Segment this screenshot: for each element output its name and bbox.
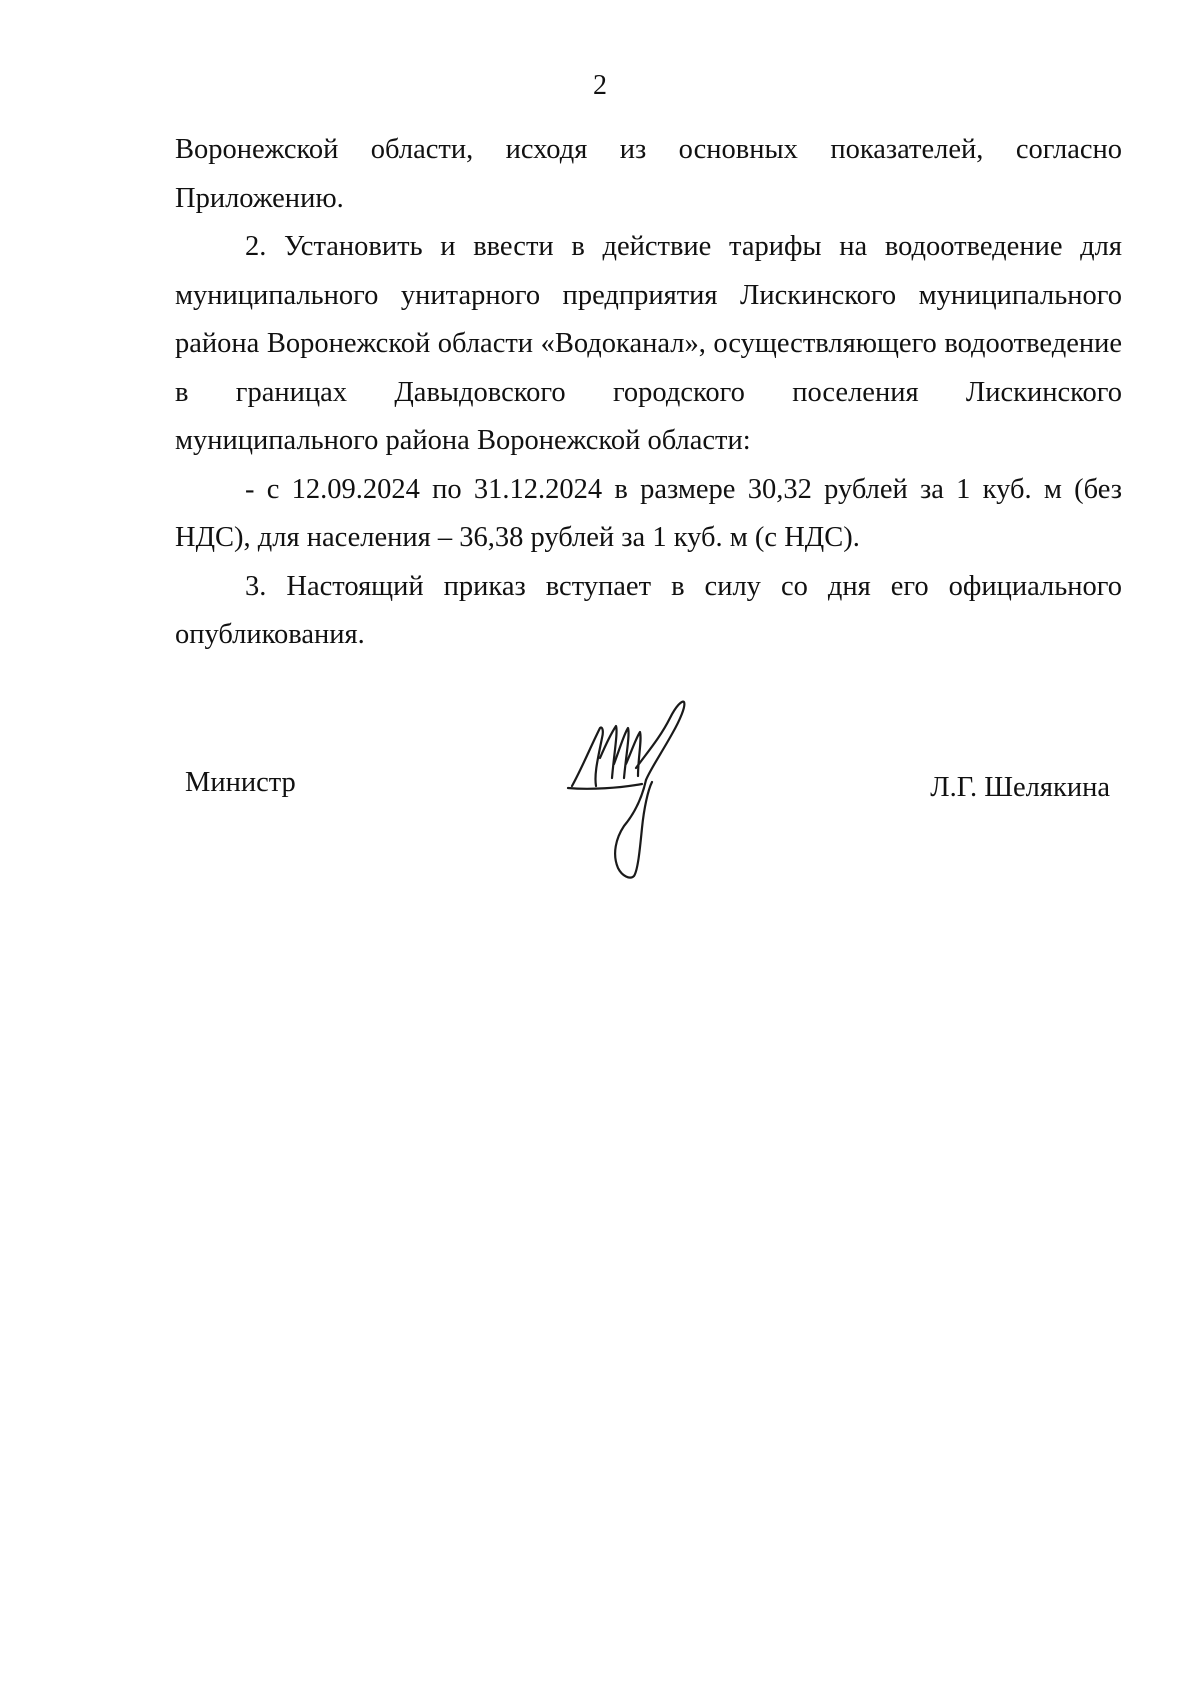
paragraph-item-2: 2. Установить и ввести в действие тарифы на водоотведение для муниципального унитарного предприятия Лискинского муниципального района Воронежской области «Водоканал», осуществляющего водоотведение в границах Давыдовского городского поселения Лискинского муниципального района Воронежской области: <box>175 231 1122 456</box>
paragraph-item-3: 3. Настоящий приказ вступает в силу со дня его официального опубликования. <box>175 570 1122 650</box>
signer-name: Л.Г. Шелякина <box>930 772 1110 803</box>
handwritten-signature-icon <box>560 698 710 898</box>
paragraph-tariff: - с 12.09.2024 по 31.12.2024 в размере 30,32 рублей за 1 куб. м (без НДС), для населения – 36,38 рублей за 1 куб. м (с НДС). <box>175 473 1122 553</box>
page-number: 2 <box>593 70 607 101</box>
document-body <box>175 126 1122 660</box>
signer-position: Министр <box>185 767 296 798</box>
paragraph-continuation: Воронежской области, исходя из основных показателей, согласно Приложению. <box>175 134 1122 214</box>
